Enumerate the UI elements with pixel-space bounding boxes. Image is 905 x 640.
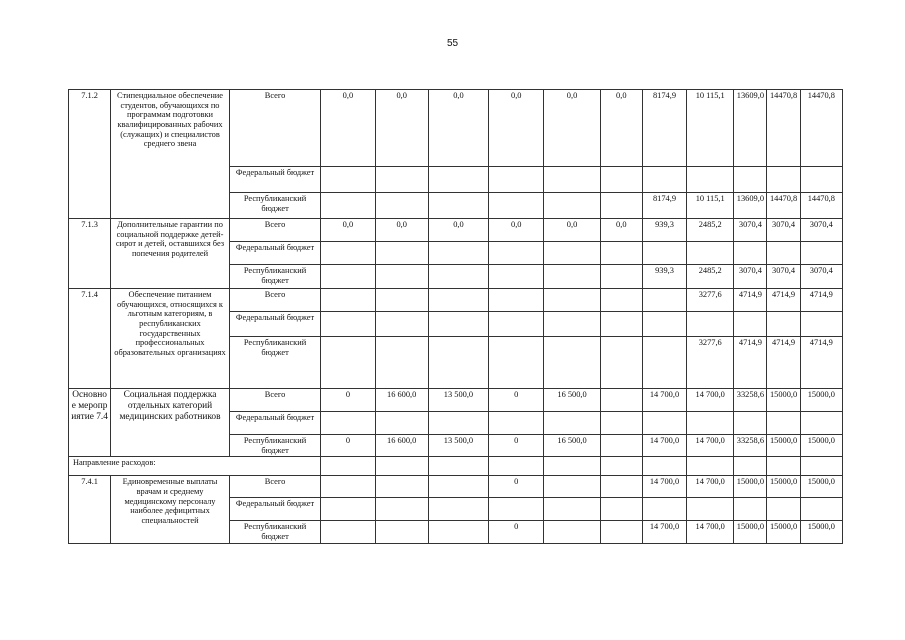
- amount-cell: [734, 312, 767, 337]
- amount-cell: [428, 242, 488, 265]
- amount-cell: [321, 167, 375, 193]
- amount-cell: 14 700,0: [687, 476, 734, 498]
- amount-cell: [734, 498, 767, 521]
- funding-source: Республиканский бюджет: [229, 435, 320, 457]
- amount-cell: [428, 498, 488, 521]
- amount-cell: 4714,9: [734, 289, 767, 312]
- amount-cell: [428, 312, 488, 337]
- funding-source: Федеральный бюджет: [229, 167, 320, 193]
- amount-cell: 939,3: [642, 265, 686, 289]
- amount-cell: 4714,9: [800, 337, 842, 389]
- funding-source: Республиканский бюджет: [229, 265, 320, 289]
- amount-cell: 14 700,0: [642, 435, 686, 457]
- amount-cell: 0,0: [321, 90, 375, 167]
- amount-cell: 13609,0: [734, 90, 767, 167]
- amount-cell: 0,0: [321, 219, 375, 242]
- amount-cell: 0: [489, 476, 544, 498]
- amount-cell: [375, 289, 428, 312]
- amount-cell: [321, 312, 375, 337]
- amount-cell: [321, 476, 375, 498]
- amount-cell: [600, 289, 642, 312]
- empty-cell: [642, 457, 686, 476]
- amount-cell: 15000,0: [800, 435, 842, 457]
- amount-cell: [428, 167, 488, 193]
- amount-cell: [800, 242, 842, 265]
- amount-cell: [428, 521, 488, 543]
- amount-cell: [375, 498, 428, 521]
- amount-cell: 33258,6: [734, 435, 767, 457]
- amount-cell: 16 600,0: [375, 435, 428, 457]
- amount-cell: [489, 498, 544, 521]
- amount-cell: 939,3: [642, 219, 686, 242]
- amount-cell: [767, 242, 800, 265]
- amount-cell: 0: [489, 389, 544, 412]
- amount-cell: 15000,0: [767, 476, 800, 498]
- funding-source: Всего: [229, 219, 320, 242]
- item-code: 7.1.4: [69, 289, 111, 389]
- amount-cell: [687, 242, 734, 265]
- section-header-cell: Направление расходов:: [69, 457, 321, 476]
- amount-cell: [642, 412, 686, 435]
- amount-cell: [428, 265, 488, 289]
- amount-cell: [600, 412, 642, 435]
- amount-cell: [687, 412, 734, 435]
- empty-cell: [800, 457, 842, 476]
- amount-cell: [600, 265, 642, 289]
- amount-cell: 0,0: [428, 219, 488, 242]
- amount-cell: [428, 476, 488, 498]
- amount-cell: [375, 167, 428, 193]
- amount-cell: 3070,4: [800, 265, 842, 289]
- amount-cell: [321, 265, 375, 289]
- amount-cell: 0,0: [428, 90, 488, 167]
- funding-source: Всего: [229, 476, 320, 498]
- amount-cell: [600, 193, 642, 219]
- amount-cell: [544, 476, 600, 498]
- table-row: [69, 289, 843, 312]
- item-name: Социальная поддержка отдельных категорий медицинских работников: [111, 389, 230, 457]
- amount-cell: [489, 265, 544, 289]
- amount-cell: 16 500,0: [544, 435, 600, 457]
- amount-cell: [800, 412, 842, 435]
- amount-cell: [800, 167, 842, 193]
- amount-cell: [375, 521, 428, 543]
- amount-cell: [600, 389, 642, 412]
- empty-cell: [544, 457, 600, 476]
- empty-cell: [767, 457, 800, 476]
- amount-cell: [687, 498, 734, 521]
- amount-cell: 0,0: [600, 90, 642, 167]
- amount-cell: 8174,9: [642, 193, 686, 219]
- item-code: 7.1.2: [69, 90, 111, 219]
- empty-cell: [687, 457, 734, 476]
- funding-source: Республиканский бюджет: [229, 521, 320, 543]
- funding-source: Всего: [229, 90, 320, 167]
- amount-cell: 8174,9: [642, 90, 686, 167]
- amount-cell: 0: [321, 389, 375, 412]
- item-name: Единовременные выплаты врачам и среднему медицинскому персоналу наиболее дефицитных специальностей: [111, 476, 230, 543]
- amount-cell: [428, 193, 488, 219]
- amount-cell: [321, 242, 375, 265]
- empty-cell: [734, 457, 767, 476]
- amount-cell: 14470,8: [767, 90, 800, 167]
- item-name: Обеспечение питанием обучающихся, относящихся к льготным категориям, в республиканских государственных профессиональных образовательных организациях: [111, 289, 230, 389]
- section-header-row: [69, 457, 843, 476]
- amount-cell: [767, 167, 800, 193]
- amount-cell: 14 700,0: [642, 476, 686, 498]
- amount-cell: 15000,0: [734, 521, 767, 543]
- empty-cell: [375, 457, 428, 476]
- amount-cell: 2485,2: [687, 219, 734, 242]
- budget-table: [68, 89, 843, 544]
- amount-cell: 4714,9: [767, 289, 800, 312]
- amount-cell: [600, 312, 642, 337]
- amount-cell: 14470,8: [767, 193, 800, 219]
- amount-cell: [642, 498, 686, 521]
- amount-cell: [489, 312, 544, 337]
- amount-cell: [800, 312, 842, 337]
- amount-cell: 15000,0: [800, 389, 842, 412]
- amount-cell: 3070,4: [800, 219, 842, 242]
- amount-cell: 10 115,1: [687, 193, 734, 219]
- amount-cell: [734, 242, 767, 265]
- amount-cell: [375, 337, 428, 389]
- amount-cell: 13 500,0: [428, 389, 488, 412]
- item-name: Дополнительные гарантии по социальной поддержке детей-сирот и детей, оставшихся без попечения родителей: [111, 219, 230, 289]
- amount-cell: 14 700,0: [687, 389, 734, 412]
- table-row: [69, 476, 843, 498]
- amount-cell: [544, 498, 600, 521]
- amount-cell: [489, 242, 544, 265]
- amount-cell: [600, 337, 642, 389]
- amount-cell: [321, 337, 375, 389]
- amount-cell: [600, 167, 642, 193]
- amount-cell: [321, 289, 375, 312]
- amount-cell: 0,0: [544, 219, 600, 242]
- amount-cell: [428, 289, 488, 312]
- amount-cell: [544, 193, 600, 219]
- amount-cell: [321, 193, 375, 219]
- amount-cell: 0: [489, 521, 544, 543]
- amount-cell: [489, 167, 544, 193]
- amount-cell: [687, 167, 734, 193]
- amount-cell: 14470,8: [800, 90, 842, 167]
- empty-cell: [321, 457, 375, 476]
- amount-cell: [734, 412, 767, 435]
- amount-cell: [428, 337, 488, 389]
- amount-cell: [767, 312, 800, 337]
- amount-cell: 13 500,0: [428, 435, 488, 457]
- amount-cell: [489, 289, 544, 312]
- amount-cell: 0,0: [375, 90, 428, 167]
- amount-cell: [600, 435, 642, 457]
- amount-cell: [375, 242, 428, 265]
- amount-cell: 15000,0: [800, 476, 842, 498]
- amount-cell: [544, 521, 600, 543]
- funding-source: Федеральный бюджет: [229, 412, 320, 435]
- amount-cell: 10 115,1: [687, 90, 734, 167]
- amount-cell: [375, 265, 428, 289]
- table-row: [69, 90, 843, 167]
- amount-cell: 3277,6: [687, 289, 734, 312]
- amount-cell: [767, 412, 800, 435]
- amount-cell: 4714,9: [800, 289, 842, 312]
- funding-source: Всего: [229, 389, 320, 412]
- amount-cell: 0,0: [489, 90, 544, 167]
- amount-cell: 14 700,0: [642, 389, 686, 412]
- amount-cell: [544, 167, 600, 193]
- amount-cell: [375, 476, 428, 498]
- amount-cell: 0,0: [544, 90, 600, 167]
- empty-cell: [600, 457, 642, 476]
- amount-cell: 4714,9: [767, 337, 800, 389]
- amount-cell: 3277,6: [687, 337, 734, 389]
- amount-cell: [642, 242, 686, 265]
- amount-cell: [600, 476, 642, 498]
- amount-cell: 15000,0: [767, 435, 800, 457]
- amount-cell: [544, 265, 600, 289]
- amount-cell: [544, 337, 600, 389]
- amount-cell: 3070,4: [767, 219, 800, 242]
- amount-cell: 14 700,0: [687, 435, 734, 457]
- amount-cell: 0: [489, 435, 544, 457]
- empty-cell: [489, 457, 544, 476]
- amount-cell: [321, 412, 375, 435]
- amount-cell: [321, 498, 375, 521]
- amount-cell: [734, 167, 767, 193]
- amount-cell: 14470,8: [800, 193, 842, 219]
- amount-cell: [642, 167, 686, 193]
- page-number: 55: [446, 38, 459, 49]
- amount-cell: 3070,4: [734, 219, 767, 242]
- empty-cell: [428, 457, 488, 476]
- item-code: Основное мероприятие 7.4: [69, 389, 111, 457]
- amount-cell: [642, 289, 686, 312]
- amount-cell: [544, 289, 600, 312]
- amount-cell: 15000,0: [734, 476, 767, 498]
- amount-cell: 15000,0: [767, 389, 800, 412]
- amount-cell: [544, 242, 600, 265]
- amount-cell: [544, 312, 600, 337]
- amount-cell: [800, 498, 842, 521]
- amount-cell: [600, 242, 642, 265]
- item-code: 7.1.3: [69, 219, 111, 289]
- amount-cell: 33258,6: [734, 389, 767, 412]
- amount-cell: [767, 498, 800, 521]
- amount-cell: [321, 521, 375, 543]
- amount-cell: 14 700,0: [687, 521, 734, 543]
- amount-cell: 15000,0: [800, 521, 842, 543]
- amount-cell: [544, 412, 600, 435]
- amount-cell: 0,0: [375, 219, 428, 242]
- amount-cell: 3070,4: [767, 265, 800, 289]
- amount-cell: 0,0: [489, 219, 544, 242]
- amount-cell: 0,0: [600, 219, 642, 242]
- amount-cell: [687, 312, 734, 337]
- funding-source: Всего: [229, 289, 320, 312]
- amount-cell: 16 500,0: [544, 389, 600, 412]
- amount-cell: [375, 312, 428, 337]
- table-row: [69, 389, 843, 412]
- amount-cell: 13609,0: [734, 193, 767, 219]
- amount-cell: 14 700,0: [642, 521, 686, 543]
- funding-source: Федеральный бюджет: [229, 242, 320, 265]
- amount-cell: 4714,9: [734, 337, 767, 389]
- table-row: [69, 219, 843, 242]
- funding-source: Республиканский бюджет: [229, 193, 320, 219]
- amount-cell: [642, 312, 686, 337]
- amount-cell: [489, 337, 544, 389]
- amount-cell: [642, 337, 686, 389]
- item-code: 7.4.1: [69, 476, 111, 543]
- item-name: Стипендиальное обеспечение студентов, обучающихся по программам подготовки квалифицированных рабочих (служащих) и специалистов среднего звена: [111, 90, 230, 219]
- funding-source: Республиканский бюджет: [229, 337, 320, 389]
- amount-cell: 0: [321, 435, 375, 457]
- amount-cell: [600, 498, 642, 521]
- amount-cell: 3070,4: [734, 265, 767, 289]
- amount-cell: 15000,0: [767, 521, 800, 543]
- funding-source: Федеральный бюджет: [229, 498, 320, 521]
- amount-cell: [489, 412, 544, 435]
- amount-cell: [428, 412, 488, 435]
- amount-cell: [600, 521, 642, 543]
- amount-cell: 16 600,0: [375, 389, 428, 412]
- amount-cell: [489, 193, 544, 219]
- amount-cell: [375, 193, 428, 219]
- funding-source: Федеральный бюджет: [229, 312, 320, 337]
- amount-cell: [375, 412, 428, 435]
- amount-cell: 2485,2: [687, 265, 734, 289]
